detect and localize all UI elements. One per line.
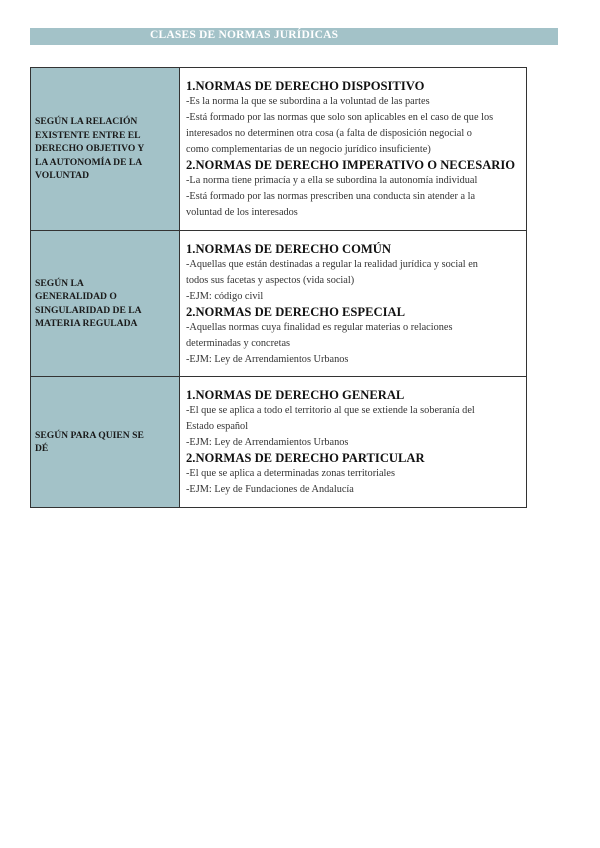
section-line: -Está formado por las normas que solo son aplicables en el caso de que los — [186, 112, 494, 123]
section-line: -El que se aplica a todo el territorio al que se extiende la soberanía del — [186, 405, 475, 416]
section-line: -EJM: Ley de Fundaciones de Andalucía — [186, 484, 354, 495]
category-line: SINGULARIDAD DE LA — [35, 304, 142, 316]
section-line: -Está formado por las normas prescriben una conducta sin atender a la — [186, 191, 476, 202]
section-line: -Aquellas normas cuya finalidad es regular materias o relaciones — [186, 321, 453, 333]
section-line: interesados no determinen otra cosa (a falta de disposición negocial o — [186, 128, 472, 139]
section-heading: 1.NORMAS DE DERECHO DISPOSITIVO — [186, 79, 425, 93]
row-description — [180, 231, 527, 377]
section-line: como complementarias de un negocio jurídico insuficiente) — [186, 144, 431, 155]
category-line: VOLUNTAD — [35, 170, 89, 182]
section-heading: 1.NORMAS DE DERECHO COMÚN — [186, 241, 391, 256]
section-line: -Es la norma la que se subordina a la voluntad de las partes — [186, 96, 430, 107]
row-description — [180, 377, 527, 508]
table-row — [31, 231, 527, 377]
table-row — [31, 377, 527, 508]
section-line: Estado español — [186, 421, 249, 432]
row-description — [180, 68, 527, 231]
row-category — [31, 68, 180, 231]
row-category — [31, 377, 180, 508]
category-line: MATERIA REGULADA — [35, 318, 138, 329]
category-line: GENERALIDAD O — [35, 291, 117, 302]
title-bar — [30, 28, 558, 45]
category-line: SEGÚN LA RELACIÓN — [35, 116, 138, 128]
category-line: DERECHO OBJETIVO Y — [35, 143, 145, 155]
section-heading: 2.NORMAS DE DERECHO ESPECIAL — [186, 304, 406, 319]
category-line: SEGÚN LA — [35, 277, 84, 289]
section-heading: 1.NORMAS DE DERECHO GENERAL — [186, 388, 405, 402]
norms-table — [30, 67, 527, 508]
section-line: -EJM: código civil — [186, 290, 264, 302]
section-heading: 2.NORMAS DE DERECHO IMPERATIVO O NECESARIO — [186, 158, 516, 172]
section-heading: 2.NORMAS DE DERECHO PARTICULAR — [186, 451, 425, 465]
row-category — [31, 231, 180, 377]
section-line: -El que se aplica a determinadas zonas territoriales — [186, 468, 395, 479]
page-title: CLASES DE NORMAS JURÍDICAS — [150, 29, 339, 41]
section-line: determinadas y concretas — [186, 337, 291, 349]
table-row — [31, 68, 527, 231]
category-line: SEGÚN PARA QUIEN SE — [35, 429, 144, 441]
section-line: -EJM: Ley de Arrendamientos Urbanos — [186, 353, 349, 365]
category-line: DÉ — [35, 443, 49, 454]
section-line: voluntad de los interesados — [186, 207, 298, 218]
category-line: LA AUTONOMÍA DE LA — [35, 156, 143, 168]
section-line: -Aquellas que están destinadas a regular la realidad jurídica y social en — [186, 258, 478, 270]
section-line: -La norma tiene primacía y a ella se subordina la autonomía individual — [186, 175, 478, 186]
category-line: EXISTENTE ENTRE EL — [35, 129, 141, 141]
section-line: -EJM: Ley de Arrendamientos Urbanos — [186, 437, 349, 448]
section-line: todos sus facetas y aspectos (vida social) — [186, 274, 355, 286]
